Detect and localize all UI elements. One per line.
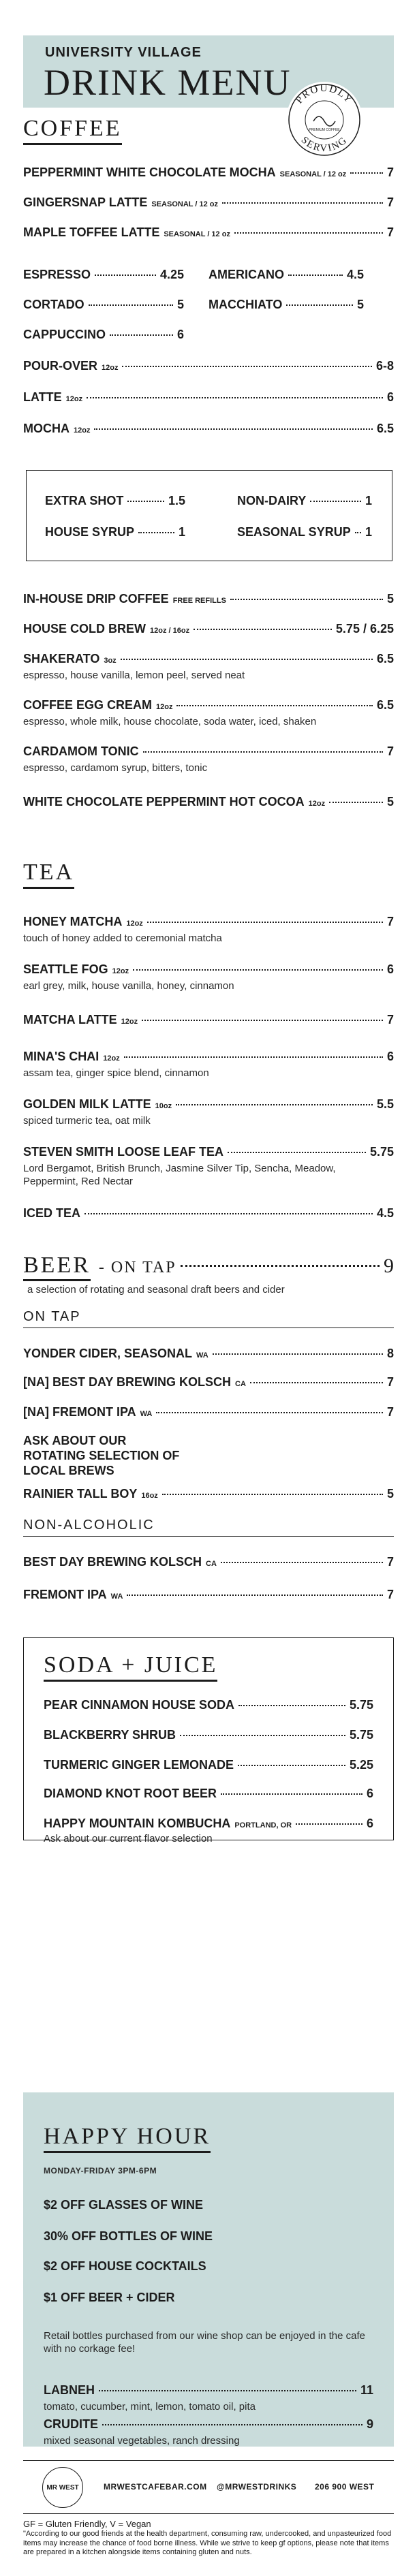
- menu-item: MAPLE TOFFEE LATTE SEASONAL / 12 oz 7: [23, 225, 394, 239]
- menu-item: CARDAMOM TONIC 7: [23, 744, 394, 758]
- website-link[interactable]: MRWESTCAFEBAR.COM: [104, 2482, 207, 2492]
- menu-item: TURMERIC GINGER LEMONADE 5.25: [44, 1758, 373, 1772]
- beer-title: BEER: [23, 1252, 91, 1281]
- soda-description: Ask about our current flavor selection: [44, 1833, 213, 1844]
- addon-item: EXTRA SHOT 1.5: [45, 494, 185, 507]
- menu-item: PEPPERMINT WHITE CHOCOLATE MOCHA SEASONAL / 12 oz 7: [23, 166, 394, 179]
- menu-item: SEATTLE FOG 12oz 6: [23, 962, 394, 976]
- addon-item: NON-DAIRY 1: [237, 494, 372, 507]
- menu-item: ICED TEA 4.5: [23, 1206, 394, 1220]
- tea-section-title: TEA: [23, 860, 74, 889]
- item-description: spiced turmeric tea, oat milk: [23, 1115, 151, 1127]
- happy-hour-note: Retail bottles purchased from our wine shop can be enjoyed in the cafe with no corkage fee!: [44, 2330, 365, 2355]
- menu-item: MOCHA 12oz 6.5: [23, 422, 394, 435]
- addons-box: [26, 470, 392, 561]
- item-description: espresso, whole milk, house chocolate, soda water, iced, shaken: [23, 716, 317, 727]
- beer-title-suffix: - ON TAP: [98, 1259, 176, 1276]
- happy-hour-deal: 30% OFF BOTTLES OF WINE: [44, 2229, 213, 2243]
- menu-item: POUR-OVER 12oz 6-8: [23, 359, 394, 373]
- svg-text:PROUDLY: [294, 83, 354, 106]
- item-description: assam tea, ginger spice blend, cinnamon: [23, 1067, 209, 1079]
- seal-bottom-text: SERVING: [298, 134, 350, 155]
- rotating-brews-note: ASK ABOUT OUR ROTATING SELECTION OF LOCAL BREWS: [23, 1434, 180, 1477]
- soda-section-title: SODA + JUICE: [44, 1652, 217, 1682]
- item-description: touch of honey added to ceremonial matcha: [23, 932, 222, 944]
- item-description: espresso, house vanilla, lemon peel, served neat: [23, 670, 245, 681]
- menu-title: DRINK MENU: [44, 62, 292, 103]
- footer-divider: [23, 2460, 394, 2461]
- seal-top-text: PROUDLY: [294, 82, 355, 106]
- health-disclaimer: "According to our good friends at the health department, consuming raw, undercooked, and unpasteurized food items may increase the chance of food borne illness. While we strive to keep gf options, please note that items are prepared in a kitchen alongside items containing gluten and nuts.: [23, 2530, 392, 2556]
- menu-item: BLACKBERRY SHRUB 5.75: [44, 1728, 373, 1742]
- phone-number[interactable]: 206 900 WEST: [315, 2482, 375, 2492]
- menu-item: HOUSE COLD BREW 12oz / 16oz 5.75 / 6.25: [23, 622, 394, 635]
- menu-item: CORTADO 5: [23, 298, 184, 311]
- footer-divider: [23, 2513, 394, 2514]
- menu-item: YONDER CIDER, SEASONAL WA 8: [23, 1347, 394, 1360]
- mr-west-logo: MR WEST: [42, 2467, 83, 2508]
- menu-item: [NA] FREMONT IPA WA 7: [23, 1405, 394, 1419]
- location-subtitle: UNIVERSITY VILLAGE: [45, 45, 202, 60]
- addon-item: HOUSE SYRUP 1: [45, 525, 185, 539]
- serpent-icon: [313, 116, 335, 126]
- happy-hour-hours: MONDAY-FRIDAY 3PM-6PM: [44, 2166, 157, 2176]
- happy-hour-deal: $2 OFF GLASSES OF WINE: [44, 2198, 204, 2212]
- menu-item: MATCHA LATTE 12oz 7: [23, 1013, 394, 1026]
- beer-section-title: [23, 1252, 394, 1281]
- social-handle[interactable]: @MRWESTDRINKS: [217, 2482, 297, 2492]
- diet-legend: GF = Gluten Friendly, V = Vegan: [23, 2519, 151, 2529]
- item-description: mixed seasonal vegetables, ranch dressing: [44, 2435, 240, 2447]
- menu-item: FREMONT IPA WA 7: [23, 1588, 394, 1601]
- menu-item: GOLDEN MILK LATTE 10oz 5.5: [23, 1097, 394, 1111]
- menu-item: HONEY MATCHA 12oz 7: [23, 915, 394, 928]
- on-tap-heading: ON TAP: [23, 1309, 394, 1328]
- menu-item: CAPPUCCINO 6: [23, 328, 184, 341]
- menu-item: HAPPY MOUNTAIN KOMBUCHA PORTLAND, OR 6: [44, 1817, 373, 1830]
- menu-item: ESPRESSO 4.25: [23, 268, 184, 281]
- menu-item: SHAKERATO 3oz 6.5: [23, 652, 394, 665]
- happy-hour-deal: $1 OFF BEER + CIDER: [44, 2291, 175, 2304]
- menu-item: MACCHIATO 5: [208, 298, 364, 311]
- seal-graphic: [286, 82, 362, 158]
- menu-item: RAINIER TALL BOY 16oz 5: [23, 1487, 394, 1501]
- menu-item: AMERICANO 4.5: [208, 268, 364, 281]
- menu-item: CRUDITE 9: [44, 2417, 373, 2431]
- menu-item: STEVEN SMITH LOOSE LEAF TEA 5.75: [23, 1145, 394, 1159]
- menu-item: PEAR CINNAMON HOUSE SODA 5.75: [44, 1698, 373, 1712]
- menu-item: MINA'S CHAI 12oz 6: [23, 1050, 394, 1063]
- menu-item: BEST DAY BREWING KOLSCH CA 7: [23, 1555, 394, 1569]
- seal-middle-text: PREMIUM COFFEE: [309, 128, 340, 132]
- item-description: tomato, cucumber, mint, lemon, tomato oil, pita: [44, 2401, 256, 2413]
- menu-item: COFFEE EGG CREAM 12oz 6.5: [23, 698, 394, 712]
- menu-item: WHITE CHOCOLATE PEPPERMINT HOT COCOA 12oz 5: [23, 795, 394, 808]
- coffee-section-title: COFFEE: [23, 116, 122, 145]
- beer-description: a selection of rotating and seasonal draft beers and cider: [27, 1284, 285, 1295]
- item-description: Lord Bergamot, British Brunch, Jasmine Silver Tip, Sencha, Meadow, Peppermint, Red Nectar: [23, 1163, 336, 1187]
- addon-item: SEASONAL SYRUP 1: [237, 525, 372, 539]
- item-description: espresso, cardamom syrup, bitters, tonic: [23, 762, 208, 774]
- non-alcoholic-heading: NON-ALCOHOLIC: [23, 1518, 394, 1537]
- menu-item: IN-HOUSE DRIP COFFEE FREE REFILLS 5: [23, 592, 394, 606]
- menu-item: [NA] BEST DAY BREWING KOLSCH CA 7: [23, 1375, 394, 1389]
- menu-item: LATTE 12oz 6: [23, 390, 394, 404]
- beer-price: 9: [384, 1255, 394, 1277]
- menu-item: GINGERSNAP LATTE SEASONAL / 12 oz 7: [23, 195, 394, 209]
- happy-hour-deal: $2 OFF HOUSE COCKTAILS: [44, 2259, 206, 2273]
- happy-hour-title: HAPPY HOUR: [44, 2124, 211, 2153]
- proudly-serving-seal: [286, 82, 362, 158]
- menu-item: LABNEH 11: [44, 2383, 373, 2397]
- item-description: earl grey, milk, house vanilla, honey, cinnamon: [23, 980, 234, 992]
- menu-item: DIAMOND KNOT ROOT BEER 6: [44, 1787, 373, 1800]
